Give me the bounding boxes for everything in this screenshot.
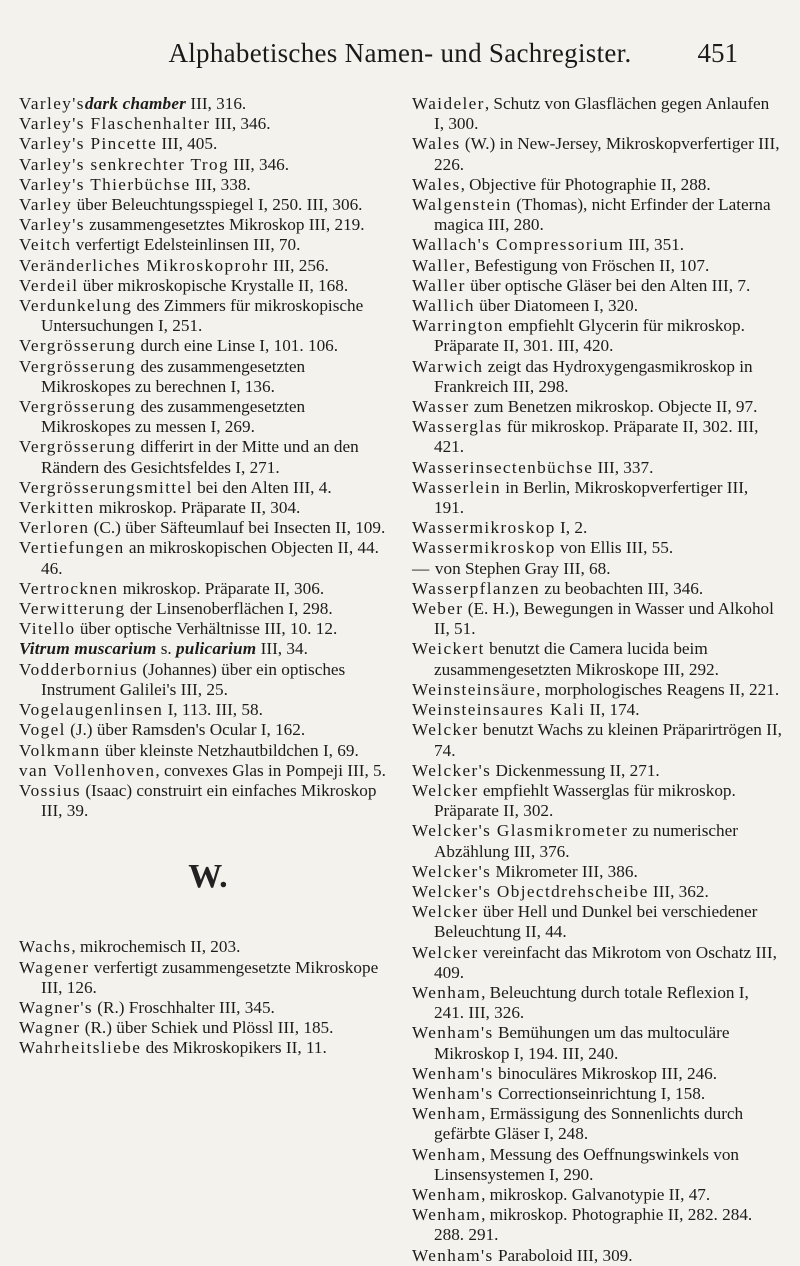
entry-text: Paraboloid III, 309. xyxy=(493,1245,633,1265)
index-entry xyxy=(412,296,782,316)
entry-text: (R.) über Schiek und Plössl III, 185. xyxy=(80,1018,334,1038)
index-entry xyxy=(19,357,397,397)
entry-text: zum Benetzen mikroskop. Objecte II, 97. xyxy=(469,397,758,417)
index-entry xyxy=(19,114,397,134)
entry-text: in Berlin, Mikroskopverfertiger III, 191. xyxy=(434,477,749,518)
entry-text: mikroskop. Präparate II, 304. xyxy=(94,498,301,518)
entry-text: des zusammengesetzten Mikroskopes zu messen I, 269. xyxy=(41,397,306,437)
entry-keyword: Varley's xyxy=(19,215,85,235)
index-entry xyxy=(19,296,397,336)
entry-keyword: Walgenstein xyxy=(412,195,512,215)
entry-text: (W.) in New-Jersey, Mikroskopverfertiger III, 226. xyxy=(434,134,780,174)
entry-keyword: Waller xyxy=(412,275,466,295)
entry-text: verfertigt zusammengesetzte Mikroskope III, 126. xyxy=(41,957,379,997)
entry-text: zusammengesetztes Mikroskop III, 219. xyxy=(84,215,365,235)
entry-keyword: Wassermikroskop xyxy=(412,538,556,558)
entry-keyword: Varley's xyxy=(19,94,85,113)
entry-keyword: Vitello xyxy=(19,619,76,639)
entry-keyword: Varley xyxy=(19,195,73,215)
page-header xyxy=(0,38,800,78)
entry-text: des zusammengesetzten Mikroskopes zu berechnen I, 136. xyxy=(41,356,306,396)
index-entry xyxy=(412,235,782,255)
entry-keyword: Wenham's xyxy=(412,1083,494,1103)
entry-keyword: Welcker xyxy=(412,942,479,962)
entry-text: , mikroskop. Photographie II, 282. 284. 288. 291. xyxy=(434,1205,753,1245)
entry-keyword: Wagner's xyxy=(19,997,93,1017)
index-entry xyxy=(412,276,782,296)
entry-keyword: Vertrocknen xyxy=(19,578,119,598)
entry-keyword: Wassermikroskop xyxy=(412,518,556,538)
entry-text-italic: pulicarium xyxy=(176,639,257,659)
entry-text: benutzt die Camera lucida beim zusammengesetzten Mikroskope III, 292. xyxy=(434,639,719,679)
entry-text: , Messung des Oeffnungswinkels von Linsensystemen I, 290. xyxy=(434,1144,740,1184)
entry-keyword: Varley's Flaschenhalter xyxy=(19,114,211,134)
index-entry xyxy=(412,417,782,457)
entry-keyword: Vogelaugenlinsen xyxy=(19,700,164,720)
index-entry xyxy=(19,741,397,761)
entry-keyword: Wales xyxy=(412,134,461,154)
entry-keyword: Wasserpflanzen xyxy=(412,578,540,598)
entry-text: über Beleuchtungsspiegel I, 250. III, 306. xyxy=(72,195,363,215)
index-entry xyxy=(412,761,782,781)
index-entry xyxy=(19,175,397,195)
entry-keyword: Verloren xyxy=(19,518,90,538)
entry-keyword: van Vollenhoven xyxy=(19,760,156,780)
entry-text: III, 256. xyxy=(268,255,329,275)
entry-text: Mikrometer III, 386. xyxy=(491,861,638,881)
entry-keyword: Welcker's Objectdrehscheibe xyxy=(412,881,649,901)
index-entry xyxy=(412,983,782,1023)
entry-text: empfiehlt Wasserglas für mikroskop. Präparate II, 302. xyxy=(434,780,736,821)
index-entry xyxy=(412,639,782,679)
entry-text: zu numerischer Abzählung III, 376. xyxy=(434,821,738,861)
entry-keyword: Vertiefungen xyxy=(19,538,125,558)
entry-keyword: Wenham xyxy=(412,1184,482,1204)
index-entry xyxy=(19,235,397,255)
entry-text: III, 346. xyxy=(210,114,271,134)
page-number: 451 xyxy=(697,38,738,68)
index-entry xyxy=(19,1038,397,1058)
entry-text: , Schutz von Glasflächen gegen Anlaufen I, 300. xyxy=(434,94,770,134)
entry-keyword: Wales xyxy=(412,174,461,194)
index-entry xyxy=(19,336,397,356)
entry-keyword: Wenham's xyxy=(412,1063,494,1083)
entry-keyword: Vogel xyxy=(19,720,66,740)
entry-keyword: Wenham xyxy=(412,1104,482,1124)
entry-text: binoculäres Mikroskop III, 246. xyxy=(493,1063,718,1083)
entry-text: I, 113. III, 58. xyxy=(163,700,263,720)
index-entry xyxy=(412,943,782,983)
entry-text: des Mikroskopikers II, 11. xyxy=(141,1038,327,1058)
index-entry xyxy=(412,256,782,276)
entry-text: Bemühungen um das multoculäre Mikroskop I, 194. III, 240. xyxy=(434,1023,730,1063)
index-entry xyxy=(412,1104,782,1144)
entry-text: über optische Gläser bei den Alten III, 7. xyxy=(465,275,751,295)
entry-keyword: — xyxy=(412,558,431,578)
entry-keyword: Vergrösserung xyxy=(19,397,137,417)
entry-keyword: Wasserinsectenbüchse xyxy=(412,457,594,477)
index-entry xyxy=(412,357,782,397)
index-entry xyxy=(412,1246,782,1266)
section-w-entries-left xyxy=(19,937,397,1058)
entry-keyword: Verwitterung xyxy=(19,599,126,619)
entry-keyword: Wallach's Compressorium xyxy=(412,235,624,255)
entry-keyword: Wenham's xyxy=(412,1023,494,1043)
index-entry xyxy=(412,680,782,700)
entry-text: , morphologisches Reagens II, 221. xyxy=(536,679,780,699)
entry-keyword: Veränderliches Mikroskoprohr xyxy=(19,255,269,275)
index-entry xyxy=(19,720,397,740)
entry-text: mikroskop. Präparate II, 306. xyxy=(118,578,325,598)
entry-text: über Hell und Dunkel bei verschiedener Beleuchtung II, 44. xyxy=(434,902,758,942)
entry-text: , mikrochemisch II, 203. xyxy=(71,937,241,957)
index-entry xyxy=(412,134,782,174)
entry-text: von Stephen Gray III, 68. xyxy=(430,558,611,578)
index-entry xyxy=(19,518,397,538)
entry-keyword: Welcker's Glasmikrometer xyxy=(412,821,629,841)
entry-keyword: Varley's senkrechter Trog xyxy=(19,154,229,174)
index-entry xyxy=(412,579,782,599)
section-w-entries-right xyxy=(412,94,782,1266)
index-entry xyxy=(19,599,397,619)
index-entry xyxy=(19,538,397,578)
index-entry xyxy=(19,660,397,700)
entry-text: Dickenmessung II, 271. xyxy=(491,760,660,780)
entry-text: empfiehlt Glycerin für mikroskop. Präparate II, 301. III, 420. xyxy=(434,316,745,356)
entry-keyword: Welcker's xyxy=(412,760,492,780)
index-entry xyxy=(19,134,397,154)
entry-keyword: Wahrheitsliebe xyxy=(19,1038,142,1058)
entry-keyword: Wagner xyxy=(19,1018,81,1038)
index-entry xyxy=(412,781,782,821)
entry-text: für mikroskop. Präparate II, 302. III, 421. xyxy=(434,417,759,457)
entry-text: durch eine Linse I, 101. 106. xyxy=(136,336,339,356)
index-entry xyxy=(19,761,397,781)
entry-text: , Befestigung von Fröschen II, 107. xyxy=(465,255,710,275)
entry-keyword: Weber xyxy=(412,599,464,619)
entry-keyword: Wasserlein xyxy=(412,477,501,497)
entry-text: über kleinste Netzhautbildchen I, 69. xyxy=(100,740,359,760)
entry-text: vereinfacht das Mikrotom von Oschatz III, 409. xyxy=(434,942,777,982)
index-entry xyxy=(412,882,782,902)
index-entry xyxy=(412,1064,782,1084)
entry-keyword: Varley's Pincette xyxy=(19,134,158,154)
index-entry xyxy=(412,316,782,356)
entry-text: , Ermässigung des Sonnenlichts durch gefärbte Gläser I, 248. xyxy=(434,1104,744,1144)
entry-text: I, 2. xyxy=(555,518,588,538)
entry-text: der Linsenoberflächen I, 298. xyxy=(125,599,333,619)
index-entry xyxy=(19,781,397,821)
entry-keyword: Welcker xyxy=(412,780,479,800)
index-entry xyxy=(412,1185,782,1205)
entry-keyword: Wenham xyxy=(412,982,482,1002)
entry-text: über mikroskopische Krystalle II, 168. xyxy=(78,275,349,295)
entry-text: bei den Alten III, 4. xyxy=(192,477,332,497)
index-entry xyxy=(19,256,397,276)
entry-text: benutzt Wachs zu kleinen Präparirtrögen II, 74. xyxy=(434,720,782,760)
index-entry xyxy=(412,862,782,882)
entry-text: verfertigt Edelsteinlinsen III, 70. xyxy=(71,235,301,255)
entry-keyword: Wasser xyxy=(412,397,470,417)
entry-keyword: Waideler xyxy=(412,94,485,113)
index-entry xyxy=(19,937,397,957)
entry-text: (J.) über Ramsden's Ocular I, 162. xyxy=(65,720,306,740)
index-entry xyxy=(19,700,397,720)
index-entry xyxy=(412,397,782,417)
entry-text: (C.) über Säfteumlauf bei Insecten II, 109. xyxy=(89,518,386,538)
index-entry xyxy=(19,498,397,518)
entry-keyword: Wallich xyxy=(412,296,475,316)
index-entry xyxy=(412,1205,782,1245)
index-entry xyxy=(19,998,397,1018)
entry-keyword: Vossius xyxy=(19,780,82,800)
entry-keyword: Varley's Thierbüchse xyxy=(19,174,191,194)
index-entry xyxy=(412,1084,782,1104)
index-entry xyxy=(19,155,397,175)
entry-text: (R.) Froschhalter III, 345. xyxy=(93,997,275,1017)
index-entry xyxy=(19,579,397,599)
index-entry xyxy=(412,559,782,579)
index-entry xyxy=(19,437,397,477)
entry-text: (Thomas), nicht Erfinder der Laterna magica III, 280. xyxy=(434,195,771,235)
entry-text: des Zimmers für mikroskopische Untersuchungen I, 251. xyxy=(41,296,364,336)
index-entry xyxy=(412,175,782,195)
entry-keyword: Weickert xyxy=(412,639,485,659)
entry-text: III, 316. xyxy=(186,94,247,113)
entry-keyword: Welcker's xyxy=(412,861,492,881)
entry-keyword: Verkitten xyxy=(19,498,95,518)
index-entry xyxy=(19,639,397,659)
index-entry xyxy=(19,94,397,114)
section-v-entries xyxy=(19,94,397,821)
entry-text: III, 346. xyxy=(228,154,290,174)
index-entry xyxy=(19,1018,397,1038)
index-entry xyxy=(19,276,397,296)
entry-keyword: Vergrösserung xyxy=(19,336,137,356)
entry-keyword: Welcker xyxy=(412,902,479,922)
entry-text: III, 34. xyxy=(256,639,308,659)
entry-keyword: Verdunkelung xyxy=(19,296,133,316)
entry-text: III, 337. xyxy=(593,457,654,477)
entry-keyword: Volkmann xyxy=(19,740,101,760)
entry-text: an mikroskopischen Objecten II, 44. 46. xyxy=(41,538,379,578)
entry-keyword: Verdeil xyxy=(19,275,79,295)
entry-text: Correctionseinrichtung I, 158. xyxy=(493,1083,706,1103)
entry-text: , Beleuchtung durch totale Reflexion I, 241. III, 326. xyxy=(434,982,749,1023)
entry-keyword-italic: dark chamber xyxy=(84,94,187,113)
section-letter-w: W. xyxy=(188,858,228,896)
entry-text: III, 351. xyxy=(623,235,685,255)
index-entry xyxy=(412,1023,782,1063)
entry-text: zeigt das Hydroxygengasmikroskop in Frankreich III, 298. xyxy=(434,356,753,396)
entry-text: (Johannes) über ein optisches Instrument Galilei's III, 25. xyxy=(41,659,346,699)
entry-text: , mikroskop. Galvanotypie II, 47. xyxy=(481,1184,711,1204)
entry-keyword: Wasserglas xyxy=(412,417,503,437)
entry-keyword: Wenham's xyxy=(412,1245,494,1265)
entry-keyword: Vergrösserung xyxy=(19,356,137,376)
entry-keyword: Weinsteinsäure xyxy=(412,679,537,699)
entry-keyword: Wagener xyxy=(19,957,90,977)
entry-text: III, 362. xyxy=(648,881,709,901)
index-entry xyxy=(412,1145,782,1185)
index-entry xyxy=(19,958,397,998)
index-entry xyxy=(412,902,782,942)
index-entry xyxy=(412,94,782,134)
entry-text: II, 174. xyxy=(585,700,640,720)
entry-text: über Diatomeen I, 320. xyxy=(474,296,639,316)
index-entry xyxy=(19,215,397,235)
index-entry xyxy=(19,195,397,215)
index-entry xyxy=(19,478,397,498)
entry-keyword: Vergrösserungsmittel xyxy=(19,477,193,497)
entry-keyword: Wenham xyxy=(412,1144,482,1164)
index-entry xyxy=(412,700,782,720)
entry-keyword: Vergrösserung xyxy=(19,437,137,457)
entry-keyword: Wachs xyxy=(19,937,72,957)
entry-keyword: Warrington xyxy=(412,316,504,336)
right-column xyxy=(412,94,782,1266)
index-entry xyxy=(19,619,397,639)
entry-text: III, 338. xyxy=(190,174,251,194)
entry-keyword: Weinsteinsaures Kali xyxy=(412,700,586,720)
entry-keyword: Waller xyxy=(412,255,466,275)
index-entry xyxy=(412,599,782,639)
entry-keyword: Veitch xyxy=(19,235,72,255)
index-entry xyxy=(412,720,782,760)
entry-text: differirt in der Mitte und an den Rändern des Gesichtsfeldes I, 271. xyxy=(41,437,359,477)
entry-text: über optische Verhältnisse III, 10. 12. xyxy=(75,619,338,639)
index-entry xyxy=(412,478,782,518)
left-column xyxy=(19,94,397,1059)
entry-text: (Isaac) construirt ein einfaches Mikroskop III, 39. xyxy=(41,780,377,821)
index-entry xyxy=(412,821,782,861)
entry-keyword: Vodderbornius xyxy=(19,659,139,679)
page-title: Alphabetisches Namen- und Sachregister. xyxy=(168,38,632,68)
entry-text: von Ellis III, 55. xyxy=(555,538,674,558)
entry-text: III, 405. xyxy=(157,134,218,154)
entry-text: zu beobachten III, 346. xyxy=(539,578,704,598)
index-entry xyxy=(412,458,782,478)
entry-text: , Objective für Photographie II, 288. xyxy=(460,174,711,194)
index-entry xyxy=(412,195,782,235)
index-entry xyxy=(412,518,782,538)
entry-text: , convexes Glas in Pompeji III, 5. xyxy=(155,760,386,780)
entry-text: (E. H.), Bewegungen in Wasser und Alkohol II, 51. xyxy=(434,599,774,639)
entry-keyword: Warwich xyxy=(412,356,484,376)
entry-keyword: Wenham xyxy=(412,1205,482,1225)
index-entry xyxy=(19,397,397,437)
entry-keyword-italic: Vitrum muscarium xyxy=(19,639,157,659)
index-entry xyxy=(412,538,782,558)
entry-text: s. xyxy=(156,639,177,659)
entry-keyword: Welcker xyxy=(412,720,479,740)
